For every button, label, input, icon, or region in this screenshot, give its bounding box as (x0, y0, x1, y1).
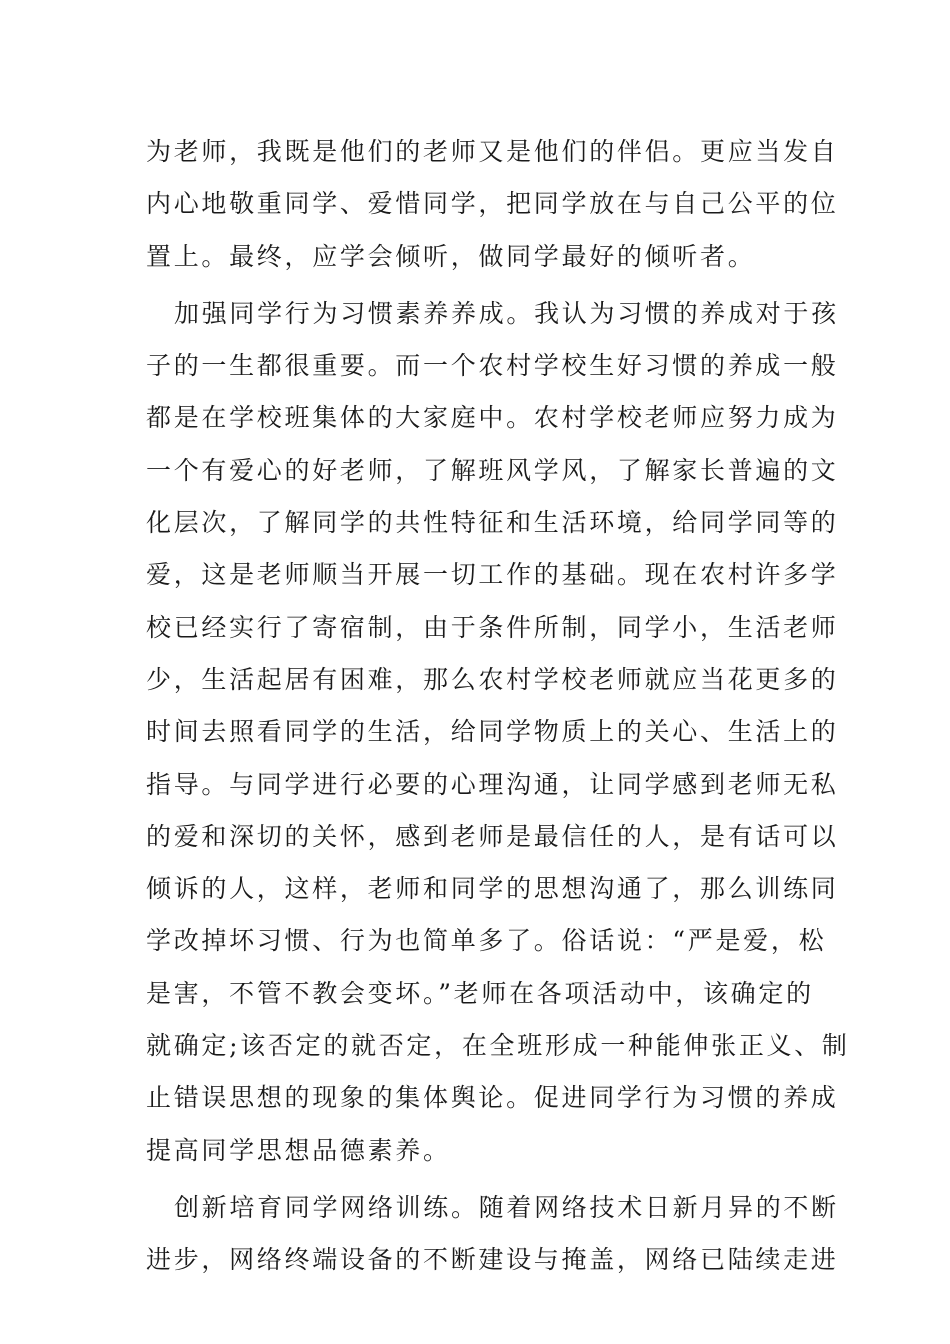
text-line: 提高同学思想品德素养。 (146, 1135, 451, 1165)
text-line: 止错误思想的现象的集体舆论。促进同学行为习惯的养成 (146, 1083, 839, 1113)
text-line: 校已经实行了寄宿制，由于条件所制，同学小，生活老师 (146, 612, 839, 642)
text-line: 创新培育同学网络训练。随着网络技术日新月异的不断 (174, 1192, 839, 1222)
text-line: 为老师，我既是他们的老师又是他们的伴侣。更应当发自 (146, 137, 839, 166)
text-line: 是害，不管不教会变坏。”老师在各项活动中，该确定的 (146, 978, 814, 1008)
text-line: 内心地敬重同学、爱惜同学，把同学放在与自己公平的位 (146, 189, 839, 219)
document-body (146, 126, 850, 1287)
paragraph-2 (146, 288, 850, 1177)
text-line: 倾诉的人，这样，老师和同学的思想沟通了，那么训练同 (146, 874, 839, 904)
text-line: 就确定;该否定的就否定，在全班形成一种能伸张正义、制 (146, 1031, 850, 1061)
text-line: 的爱和深切的关怀，感到老师是最信任的人，是有话可以 (146, 821, 839, 851)
text-line: 化层次，了解同学的共性特征和生活环境，给同学同等的 (146, 508, 839, 538)
text-line: 子的一生都很重要。而一个农村学校生好习惯的养成一般 (146, 351, 839, 381)
text-line: 指导。与同学进行必要的心理沟通，让同学感到老师无私 (146, 769, 839, 799)
text-line: 都是在学校班集体的大家庭中。农村学校老师应努力成为 (146, 403, 839, 433)
paragraph-1 (146, 126, 839, 283)
text-line: 加强同学行为习惯素养养成。我认为习惯的养成对于孩 (174, 298, 839, 328)
text-line: 时间去照看同学的生活，给同学物质上的关心、生活上的 (146, 717, 839, 747)
text-line: 少，生活起居有困难，那么农村学校老师就应当花更多的 (146, 664, 839, 694)
text-line: 置上。最终，应学会倾听，做同学最好的倾听者。 (146, 241, 756, 271)
paragraph-3 (146, 1182, 839, 1287)
text-line: 一个有爱心的好老师，了解班风学风，了解家长普遍的文 (146, 455, 839, 485)
text-line: 学改掉坏习惯、行为也简单多了。俗话说：“严是爱，松 (146, 926, 827, 956)
text-line: 进步，网络终端设备的不断建设与掩盖，网络已陆续走进 (146, 1245, 839, 1275)
text-line: 爱，这是老师顺当开展一切工作的基础。现在农村许多学 (146, 560, 839, 590)
